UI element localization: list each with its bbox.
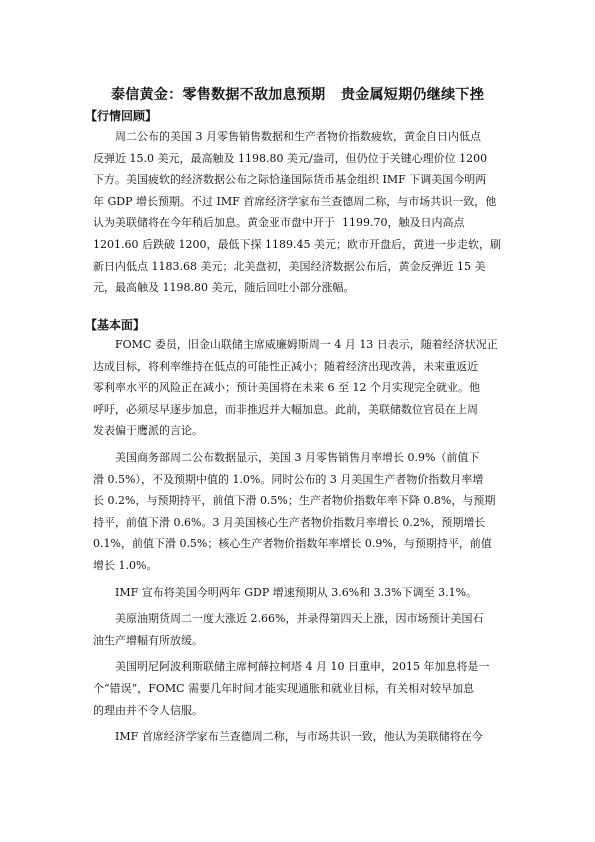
text-line: 美国明尼阿波利斯联储主席柯薛拉柯塔 4 月 10 日重申，2015 年加息将是一 <box>115 660 490 674</box>
text-line: 年 GDP 增长预期。不过 IMF 首席经济学家布兰查德周二称，与市场共识一致，他 <box>93 194 497 208</box>
paragraph-kocherlakota <box>93 656 513 721</box>
text-line: 的理由并不令人信服。 <box>93 703 203 717</box>
text-line: 滑 0.5%），不及预期中值的 1.0%。同时公布的 3 月美国生产者物价指数月率增 <box>93 472 484 486</box>
text-line: 美国商务部周二公布数据显示，美国 3 月零售销售月率增长 0.9%（前值下 <box>115 450 480 464</box>
section-heading-fundamentals: 【基本面】 <box>85 318 146 332</box>
text-line: 下方。美国疲软的经济数据公布之际恰逢国际货币基金组织 IMF 下调美国今明两 <box>93 173 487 187</box>
text-line: 周二公布的美国 3 月零售销售数据和生产者物价指数疲软，黄金自日内低点 <box>115 130 481 143</box>
text-line: 认为美联储将在今年稍后加息。黄金亚市盘中开于 1199.70，触及日内高点 <box>93 216 465 230</box>
text-line: 新日内低点 1183.68 美元；北美盘初，美国经济数据公布后，黄金反弹近 15 美 <box>93 259 486 273</box>
text-line: 增长 1.0%。 <box>93 558 158 572</box>
text-line: 达成目标，将利率维持在低点的可能性正减小；随着经济出现改善，未来重返近 <box>93 359 478 373</box>
text-line: 元，最高触及 1198.80 美元，随后回吐小部分涨幅。 <box>93 281 355 295</box>
text-line: 0.1%，前值下滑 0.5%；核心生产者物价指数年率增长 0.9%，与预期持平，前值 <box>93 537 492 551</box>
text-line: IMF 首席经济学家布兰查德周二称，与市场共识一致，他认为美联储将在今 <box>115 730 483 744</box>
text-line: 个“错误”，FOMC 需要几年时间才能实现通胀和就业目标，有关相对较早加息 <box>93 681 475 695</box>
fundamentals-body <box>93 334 513 753</box>
article-title: 泰信黄金：零售数据不敌加息预期 贵金属短期仍继续下挫 <box>110 87 485 103</box>
paragraph-crude-oil <box>93 608 513 651</box>
text-line: 1201.60 后跌破 1200，最低下探 1189.45 美元；欧市开盘后，黄进一步走软，刷 <box>93 237 501 251</box>
text-line: 长 0.2%，与预期持平，前值下滑 0.5%；生产者物价指数年率下降 0.8%，与预期 <box>93 494 496 508</box>
text-line: 油生产增幅有所放缓。 <box>93 633 203 647</box>
text-line: FOMC 委员，旧金山联储主席威廉姆斯周一 4 月 13 日表示，随着经济状况正 <box>115 338 498 351</box>
paragraph-retail-sales-ppi <box>93 447 513 577</box>
section-heading-market-review: 【行情回顾】 <box>85 109 158 123</box>
market-review-paragraph <box>93 126 513 299</box>
paragraph-blanchard <box>93 726 513 748</box>
text-line: 零利率水平的风险正在减小；预计美国将在未来 6 至 12 个月实现完全就业。他 <box>93 381 480 395</box>
text-line: 美原油期货周二一度大涨近 2.66%，并录得第四天上涨，因市场预计美国石 <box>115 612 484 626</box>
text-line: 反弹近 15.0 美元，最高触及 1198.80 美元/盎司，但仍位于关键心理价位 1200 <box>93 151 488 165</box>
text-line: 发表偏于鹰派的言论。 <box>93 424 203 438</box>
text-line: IMF 宣布将美国今明两年 GDP 增速预期从 3.6%和 3.3%下调至 3.1%。 <box>115 585 478 599</box>
text-line: 呼吁，必须尽早逐步加息，而非推迟并大幅加息。此前，美联储数位官员在上周 <box>93 402 478 416</box>
paragraph-imf-gdp <box>93 582 513 604</box>
paragraph-fomc-williams <box>93 334 513 442</box>
text-line: 持平，前值下滑 0.6%。3 月美国核心生产者物价指数月率增长 0.2%，预期增长 <box>93 515 486 529</box>
